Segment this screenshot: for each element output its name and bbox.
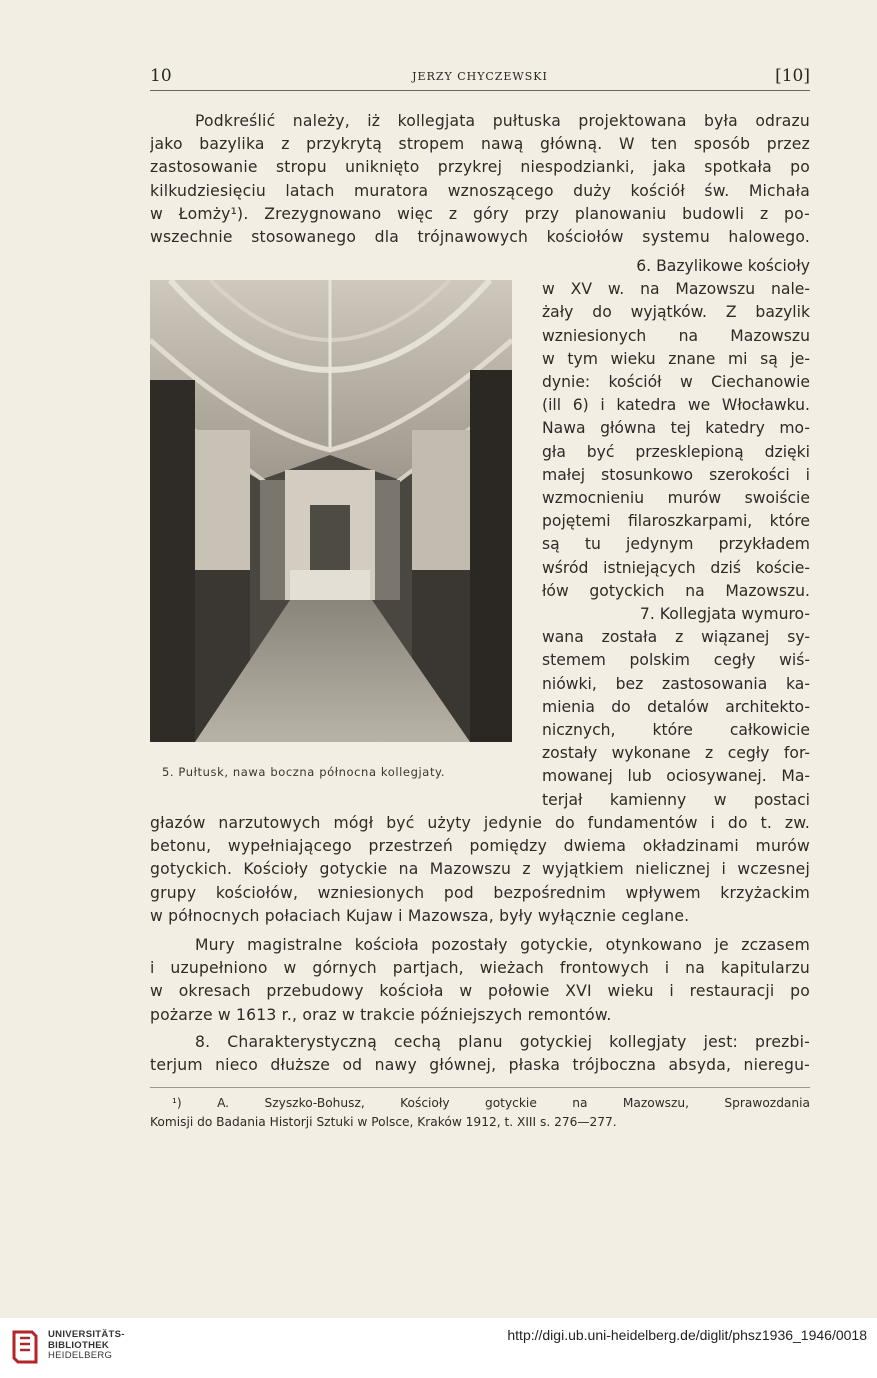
church-nave-image [150,280,512,742]
library-name: UNIVERSITÄTS- BIBLIOTHEK HEIDELBERG [48,1329,125,1361]
text-line: głazów narzutowych mógł być użyty jedynie do fundamentów i do t. zw. [150,814,810,832]
right-column-text [542,255,810,812]
text-line: wśród istniejących dziś koście- [542,558,810,577]
text-line: kilkudziesięciu latach muratora wznoszącego duży kościół św. Michała [150,181,810,200]
footnote [150,1094,810,1132]
church-interior-photo [150,280,512,742]
text-line: Mury magistralne kościoła pozostały gotyckie, otynkowano je zczasem [195,936,810,954]
text-line: wzniesionych na Mazowszu [542,326,810,345]
paragraph-1 [150,110,810,249]
text-line: żały do wyjątków. Z bazylik [542,303,810,322]
text-line: pojętemi filaroszkarpami, które [542,512,810,531]
text-line: w tym wieku znane mi są je- [542,349,810,368]
figure-caption: 5. Pułtusk, nawa boczna północna kollegjaty. [162,765,446,779]
paragraph-3 [150,934,810,1027]
text-line: Nawa główna tej katedry mo- [542,419,810,438]
page-number: 10 [150,66,172,86]
text-line: pożarze w 1613 r., oraz w trakcie późniejszych remontów. [150,1005,612,1024]
text-line: małej stosunkowo szerokości i [542,465,810,484]
paragraph-4 [150,1031,810,1077]
permalink-url[interactable]: http://digi.ub.uni-heidelberg.de/diglit/phsz1936_1946/0018 [507,1327,867,1343]
text-line: terjał kamienny w postaci [542,790,810,809]
text-line: grupy kościołów, wzniesionych pod bezpośrednim wpływem krzyżackim [150,883,810,902]
text-line: Podkreślić należy, iż kollegjata pułtuska projektowana była odrazu [195,112,810,130]
library-logo-icon[interactable] [10,1326,40,1366]
text-line: wzmocnieniu murów swoiście [542,489,810,508]
text-line: gła być przesklepioną dzięki [542,442,810,461]
text-line: 8. Charakterystyczną cechą planu gotyckiej kollegjaty jest: prezbi- [195,1033,810,1051]
text-line: 7. Kollegjata wymuro- [639,605,810,624]
text-line: gotyckich. Kościoły gotyckie na Mazowszu z wyjątkiem nielicznej i wczesnej [150,860,810,879]
text-line: zostały wykonane z cegły for- [542,744,810,763]
running-head: JERZY CHYCZEWSKI [412,70,548,83]
text-line: 6. Bazylikowe kościoły [636,257,810,275]
text-line: terjum nieco dłuższe od nawy głównej, płaska trójboczna absyda, nieregu- [150,1056,810,1075]
text-line: wszechnie stosowanego dla trójnawowych kościołów systemu halowego. [150,228,810,247]
text-line: nicznych, które całkowicie [542,721,810,740]
text-line: niówki, bez zastosowania ka- [542,674,810,693]
page-number-bracketed: [10] [775,66,810,86]
text-line: w północnych połaciach Kujaw i Mazowsza, były wyłącznie ceglane. [150,906,690,925]
text-line: w XV w. na Mazowszu nale- [542,280,810,299]
text-line: wana została z wiązanej sy- [542,628,810,647]
text-line: dynie: kościół w Ciechanowie [542,373,810,392]
footnote-rule [150,1087,810,1088]
page-header [150,66,810,90]
header-rule [150,90,810,91]
text-line: łów gotyckich na Mazowszu. [542,581,810,600]
text-line: zastosowanie stropu uniknięto przykrej niespodzianki, jaka spotkała po [150,158,810,177]
text-line: (ill 6) i katedra we Włocławku. [542,396,810,415]
text-line: stemem polskim cegły wiś- [542,651,810,670]
text-line: w Łomży¹). Zrezygnowano więc z góry przy planowaniu budowli z po- [150,204,810,223]
text-line: betonu, wypełniającego przestrzeń pomiędzy dwiema okładzinami murów [150,837,810,856]
text-line: mowanej lub ociosywanej. Ma- [542,767,810,786]
text-line: mienia do detalów architekto- [542,697,810,716]
paragraph-2 [150,812,810,928]
text-line: w okresach przebudowy kościoła w połowie XVI wieku i restauracji po [150,982,810,1001]
text-line: są tu jedynym przykładem [542,535,810,554]
text-line: i uzupełniono w górnych partjach, wieżach frontowych i na kapitularzu [150,959,810,978]
footnote-line: ¹) A. Szyszko-Bohusz, Kościoły gotyckie na Mazowszu, Sprawozdania [172,1096,810,1110]
footnote-line: Komisji do Badania Historji Sztuki w Polsce, Kraków 1912, t. XIII s. 276—277. [150,1115,617,1129]
text-line: jako bazylika z przykrytą stropem nawą główną. W ten sposób przez [150,135,810,154]
